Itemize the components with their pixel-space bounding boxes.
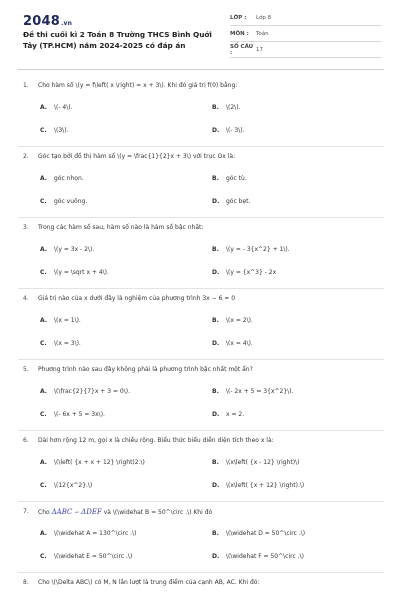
- question-number: 6.: [23, 437, 29, 444]
- option-c[interactable]: C. \(\widehat E = 50^\circ .\): [40, 553, 133, 560]
- option-d[interactable]: D. \(\widehat F = 50^\circ .\): [212, 553, 304, 560]
- option-c[interactable]: C. \(x = 3\).: [40, 340, 81, 347]
- option-a[interactable]: A. \(x = 1\).: [40, 317, 81, 324]
- question-text: Góc tạo bởi đồ thị hàm số \(y = \frac{1}{2}x + 3\) với trục Ox là:: [38, 153, 236, 160]
- meta-subject: MÔN : Toán: [230, 26, 382, 42]
- exam-title: Đề thi cuối kì 2 Toán 8 Trường THCS Bình Quới Tây (TP.HCM) năm 2024-2025 có đáp án: [23, 30, 212, 50]
- exam-meta: [230, 10, 382, 58]
- option-d[interactable]: D. \(- 3\).: [212, 127, 245, 134]
- option-d[interactable]: D. góc bẹt.: [212, 198, 251, 205]
- option-d[interactable]: D. x = 2.: [212, 411, 245, 418]
- question-2: [0, 147, 400, 218]
- option-b[interactable]: B. \(x = 2\).: [212, 317, 253, 324]
- option-a[interactable]: A. \(- 4\).: [40, 104, 73, 111]
- question-text: Cho hàm số \(y = f\left( x \right) = x + 3\). Khi đó giá trị f(0) bằng:: [38, 82, 238, 89]
- option-b[interactable]: B. \(x\left( {x - 12} \right)\): [212, 459, 300, 466]
- option-c[interactable]: C. \(y = \sqrt x + 4\).: [40, 269, 109, 276]
- question-text: Phương trình nào sau đây không phải là phương trình bậc nhất một ẩn?: [38, 366, 253, 373]
- meta-question-count: SỐ CÂU : 17: [230, 42, 382, 58]
- document-header: [0, 0, 400, 68]
- option-b[interactable]: B. góc tù.: [212, 175, 247, 182]
- question-6: [0, 431, 400, 502]
- option-c[interactable]: C. \(- 6x + 5 = 3x\).: [40, 411, 105, 418]
- triangle-def: ΔDEF: [81, 508, 102, 516]
- triangle-abc: ΔABC: [51, 508, 73, 516]
- option-a[interactable]: A. \(\left( {x + x + 12} \right)2.\): [40, 459, 145, 466]
- question-4: [0, 289, 400, 360]
- option-c[interactable]: C. \(3\).: [40, 127, 69, 134]
- question-text: Cho \(\Delta ABC\) có M, N lần lượt là trung điểm của cạnh AB, AC. Khi đó:: [38, 579, 260, 586]
- question-1: [0, 76, 400, 147]
- option-b[interactable]: B. \(- 2x + 5 = 3{x^2}\).: [212, 388, 294, 395]
- question-text: Giá trị nào của x dưới đây là nghiệm của phương trình 3x − 6 = 0: [38, 295, 236, 302]
- question-7: [0, 502, 400, 573]
- question-text: Trong các hàm số sau, hàm số nào là hàm số bậc nhất:: [38, 224, 204, 231]
- question-5: [0, 360, 400, 431]
- option-b[interactable]: B. \(2\).: [212, 104, 241, 111]
- question-text: Cho ΔABC ∽ ΔDEF và \(\widehat B = 50^\circ .\) Khi đó: [38, 508, 213, 516]
- option-d[interactable]: D. \(y = {x^3} - 2x: [212, 269, 277, 276]
- option-c[interactable]: C. \(12{x^2}.\): [40, 482, 93, 489]
- question-number: 5.: [23, 366, 29, 373]
- option-b[interactable]: B. \(\widehat D = 50^\circ .\): [212, 530, 306, 537]
- question-8: [0, 573, 400, 603]
- question-number: 4.: [23, 295, 29, 302]
- option-a[interactable]: A. góc nhọn.: [40, 175, 84, 182]
- question-number: 7.: [23, 508, 29, 515]
- question-text: Dài hơn rộng 12 m, gọi x là chiều rộng. Biểu thức biểu diễn diện tích theo x là:: [38, 437, 274, 444]
- option-a[interactable]: A. \(y = 3x - 2\).: [40, 246, 95, 253]
- meta-class: LỚP : Lớp 8: [230, 10, 382, 26]
- question-list: [0, 76, 400, 603]
- option-d[interactable]: D. \(x\left( {x + 12} \right).\): [212, 482, 305, 489]
- question-number: 8.: [23, 579, 29, 586]
- question-number: 3.: [23, 224, 29, 231]
- option-c[interactable]: C. góc vuông.: [40, 198, 88, 205]
- site-logo[interactable]: 2048.vn: [23, 14, 73, 29]
- option-d[interactable]: D. \(x = 4\).: [212, 340, 253, 347]
- option-a[interactable]: A. \(\widehat A = 130^\circ .\): [40, 530, 137, 537]
- option-a[interactable]: A. \(\frac{2}{7}x + 3 = 0\).: [40, 388, 130, 395]
- header-divider: [18, 69, 384, 70]
- question-3: [0, 218, 400, 289]
- question-number: 1.: [23, 82, 29, 89]
- option-b[interactable]: B. \(y = - 3{x^2} + 1\).: [212, 246, 290, 253]
- question-number: 2.: [23, 153, 29, 160]
